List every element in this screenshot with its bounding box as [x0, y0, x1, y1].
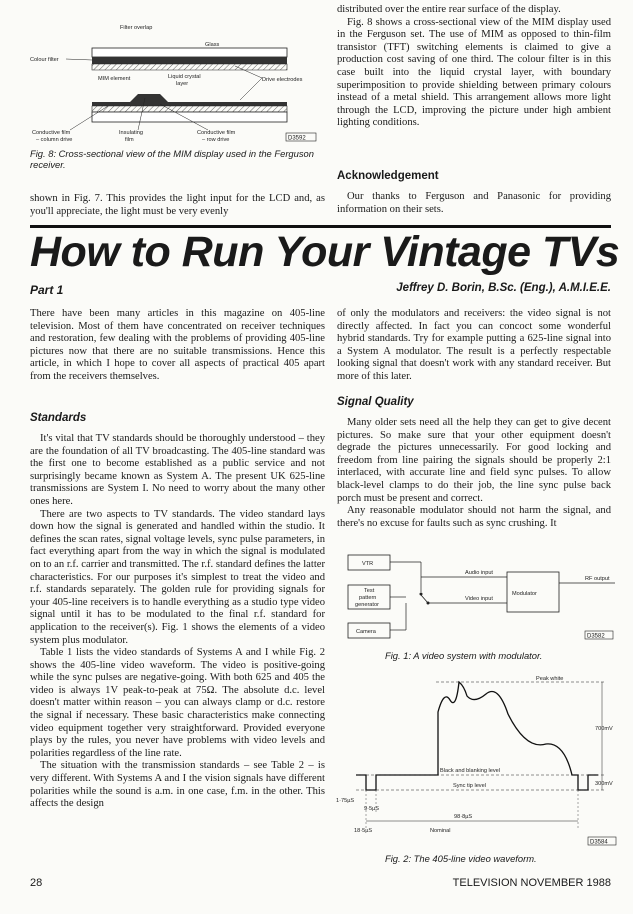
fig2-code-badge: D3584: [590, 839, 608, 846]
vtr-label: VTR: [362, 561, 374, 567]
signal-quality-heading: Signal Quality: [337, 396, 414, 408]
fig8-label-insulating: Insulating: [119, 130, 143, 136]
selector-switch: [421, 595, 428, 603]
fig8-label-conductive-left: Conductive film: [32, 130, 71, 136]
black-level-label: Black and blanking level: [440, 768, 501, 774]
level-300mv-label: 300mV: [595, 781, 613, 787]
fig8-code-badge: D3592: [288, 135, 306, 142]
fig8-label-liquid-crystal: Liquid crystal: [168, 74, 201, 80]
fig8-label-layer: layer: [176, 81, 189, 87]
signal-paragraph: Any reasonable modulator should not harm the signal, and there's no excuse for faults such as sync crushing. It: [337, 505, 611, 529]
nominal-label: Nominal: [430, 828, 451, 834]
t-18-5-label: 18·5µS: [354, 828, 373, 834]
prev-paragraph: distributed over the entire rear surface of the display.: [337, 4, 561, 15]
svg-text:pattern: pattern: [359, 595, 377, 601]
t-98-8-label: 98·8µS: [454, 814, 473, 820]
fig2-diagram: [336, 672, 616, 850]
peak-white-label: Peak white: [536, 676, 564, 682]
modulator-label: Modulator: [512, 591, 537, 597]
fig8-label-filter-overlap: Filter overlap: [120, 25, 153, 31]
acknowledgement-heading: Acknowledgement: [337, 170, 439, 182]
fig8-colour-filter-layer: [92, 57, 287, 64]
fig8-label-conductive-right: Conductive film: [197, 130, 236, 136]
fig1-diagram: [340, 545, 615, 650]
acknowledgement-text: Our thanks to Ferguson and Panasonic for providing information on their sets.: [337, 191, 611, 215]
fig8-glass-top: [92, 48, 287, 57]
fig8-label-drive-electrodes: Drive electrodes: [262, 77, 303, 83]
article-title: How to Run Your Vintage TVs: [30, 228, 620, 276]
fig8-label-glass-top: Glass: [205, 42, 220, 48]
magazine-footer: TELEVISION NOVEMBER 1988: [452, 877, 611, 889]
page-number: 28: [30, 877, 43, 889]
prev-article-left-tail: shown in Fig. 7. This provides the light input for the LCD and, as you'll appreciate, the light must be very evenly: [30, 193, 325, 217]
standards-paragraph: Table 1 lists the video standards of Systems A and I while Fig. 2 shows the 405-line video waveform. The video is positive-going while the sync pulses are negative-going. With both 625 and 405 the video is always 1V peak-to-peak at 75Ω. The absolute d.c. level doesn't matter within reason – you can always clamp or d.c. restore the signal if necessary. These basic characteristics make connecting video equipment together very straightforward. Provided everyone plays by the rules, you never have problems with video levels and polarities regardless of the line rate.: [30, 647, 325, 759]
author-byline: Jeffrey D. Borin, B.Sc. (Eng.), A.M.I.E.E.: [396, 282, 611, 294]
rf-output-label: RF output: [585, 576, 610, 582]
fig8-diagram: [30, 20, 325, 145]
video-input-label: Video input: [465, 596, 493, 602]
fig1-caption: Fig. 1: A video system with modulator.: [385, 650, 543, 661]
signal-quality-body: [337, 417, 611, 530]
audio-input-label: Audio input: [465, 570, 493, 576]
level-700mv-label: 700mV: [595, 726, 613, 732]
fig8-label-film: film: [125, 137, 134, 143]
standards-heading: Standards: [30, 412, 87, 424]
svg-text:Test: Test: [364, 588, 375, 594]
standards-paragraph: There are two aspects to TV standards. The video standard lays down how the signal is generated and handled within the studio. It defines the scan rates, signal voltage levels, sync pulse parameters, in fact everything apart from the way in which the signal is modulated on to an r.f. carrier and transmitted. The r.f. standard defines the latter characteristics. For our purposes it's simplest to treat the video and r.f. standards separately. The golden rule for providing signals for your 405-line receivers is to handle everything as a studio type video signal until it has to be modulated to the final r.f. standard for application to the receiver(s). Fig. 1 shows the elements of a video system plus modulator.: [30, 508, 325, 646]
fig1-code-badge: D3582: [587, 633, 605, 640]
fig8-mim-element-shape: [92, 94, 287, 106]
fig8-label-row-drive: – row drive: [202, 137, 230, 143]
standards-body: [30, 433, 325, 811]
prev-paragraph: Fig. 8 shows a cross-sectional view of the MIM display used in the Ferguson set. The use of MIM as opposed to thin-film transistor (TFT) switching elements is claimed to give a production cost saving of one third. The colour filter is in this case built into the liquid crystal layer, with boundary superimposition to provide shielding between primary colours instead of a metal shield. This arrangement allows more light through the LCD, improving the picture under high ambient lighting conditions.: [337, 16, 611, 129]
fig8-label-mim-element: MIM element: [98, 76, 131, 82]
intro-paragraph: There have been many articles in this magazine on 405-line television. Most of them have concentrated on receiver techniques and restoration, few dealing with the problems of providing 405-line pictures now that there are no suitable transmissions. Hence this article, in which I hope to cover all aspects of practical 405 apart from the receivers themselves.: [30, 308, 325, 382]
fig8-glass-bottom: [92, 112, 287, 122]
prev-article-right-column: [337, 4, 611, 130]
right-intro: of only the modulators and receivers: the video signal is not directly affected. In fact you can concoct some wonderful hybrid standards. Try for example putting a 625-line signal into a System A modulator. The result is a perfectly respectable looking signal that doesn't work with any standard receiver. But more of this later.: [337, 308, 611, 382]
fig8-label-column-drive: – column drive: [36, 137, 73, 143]
fig2-caption: Fig. 2: The 405-line video waveform.: [385, 853, 537, 864]
fig8-caption: Fig. 8: Cross-sectional view of the MIM display used in the Ferguson receiver.: [30, 148, 314, 170]
sync-tip-label: Sync tip level: [453, 783, 486, 789]
camera-label: Camera: [356, 629, 376, 635]
t-1-75-label: 1·75µS: [336, 798, 355, 804]
fig8-label-colour-filter: Colour filter: [30, 57, 59, 63]
part-label: Part 1: [30, 283, 64, 297]
standards-paragraph: It's vital that TV standards should be thoroughly understood – they are the foundation of all TV broadcasting. The 405-line standard was the first one to become established as a public service and not surprisingly became known as System A. The present UK 625-line transmissions are System I. No need to worry about the many other ones here.: [30, 433, 325, 507]
svg-text:generator: generator: [355, 602, 379, 608]
standards-paragraph: The situation with the transmission standards – see Table 2 – is very different. With Systems A and I the vision signals have different polarities while the sound is a.m. in one case, f.m. in the other. This affects the design: [30, 760, 325, 810]
signal-paragraph: Many older sets need all the help they can get to give decent pictures. So make sure that your other equipment doesn't degrade the pictures unnecessarily. For good locking and freedom from line pairing the signals should be properly 2:1 interlaced, with accurate line and field sync pulses. To allow black-level clamps to do their job, the line sync pulse back porch must be present and correct.: [337, 417, 611, 504]
t-9-5-label: 9·5µS: [364, 806, 380, 812]
